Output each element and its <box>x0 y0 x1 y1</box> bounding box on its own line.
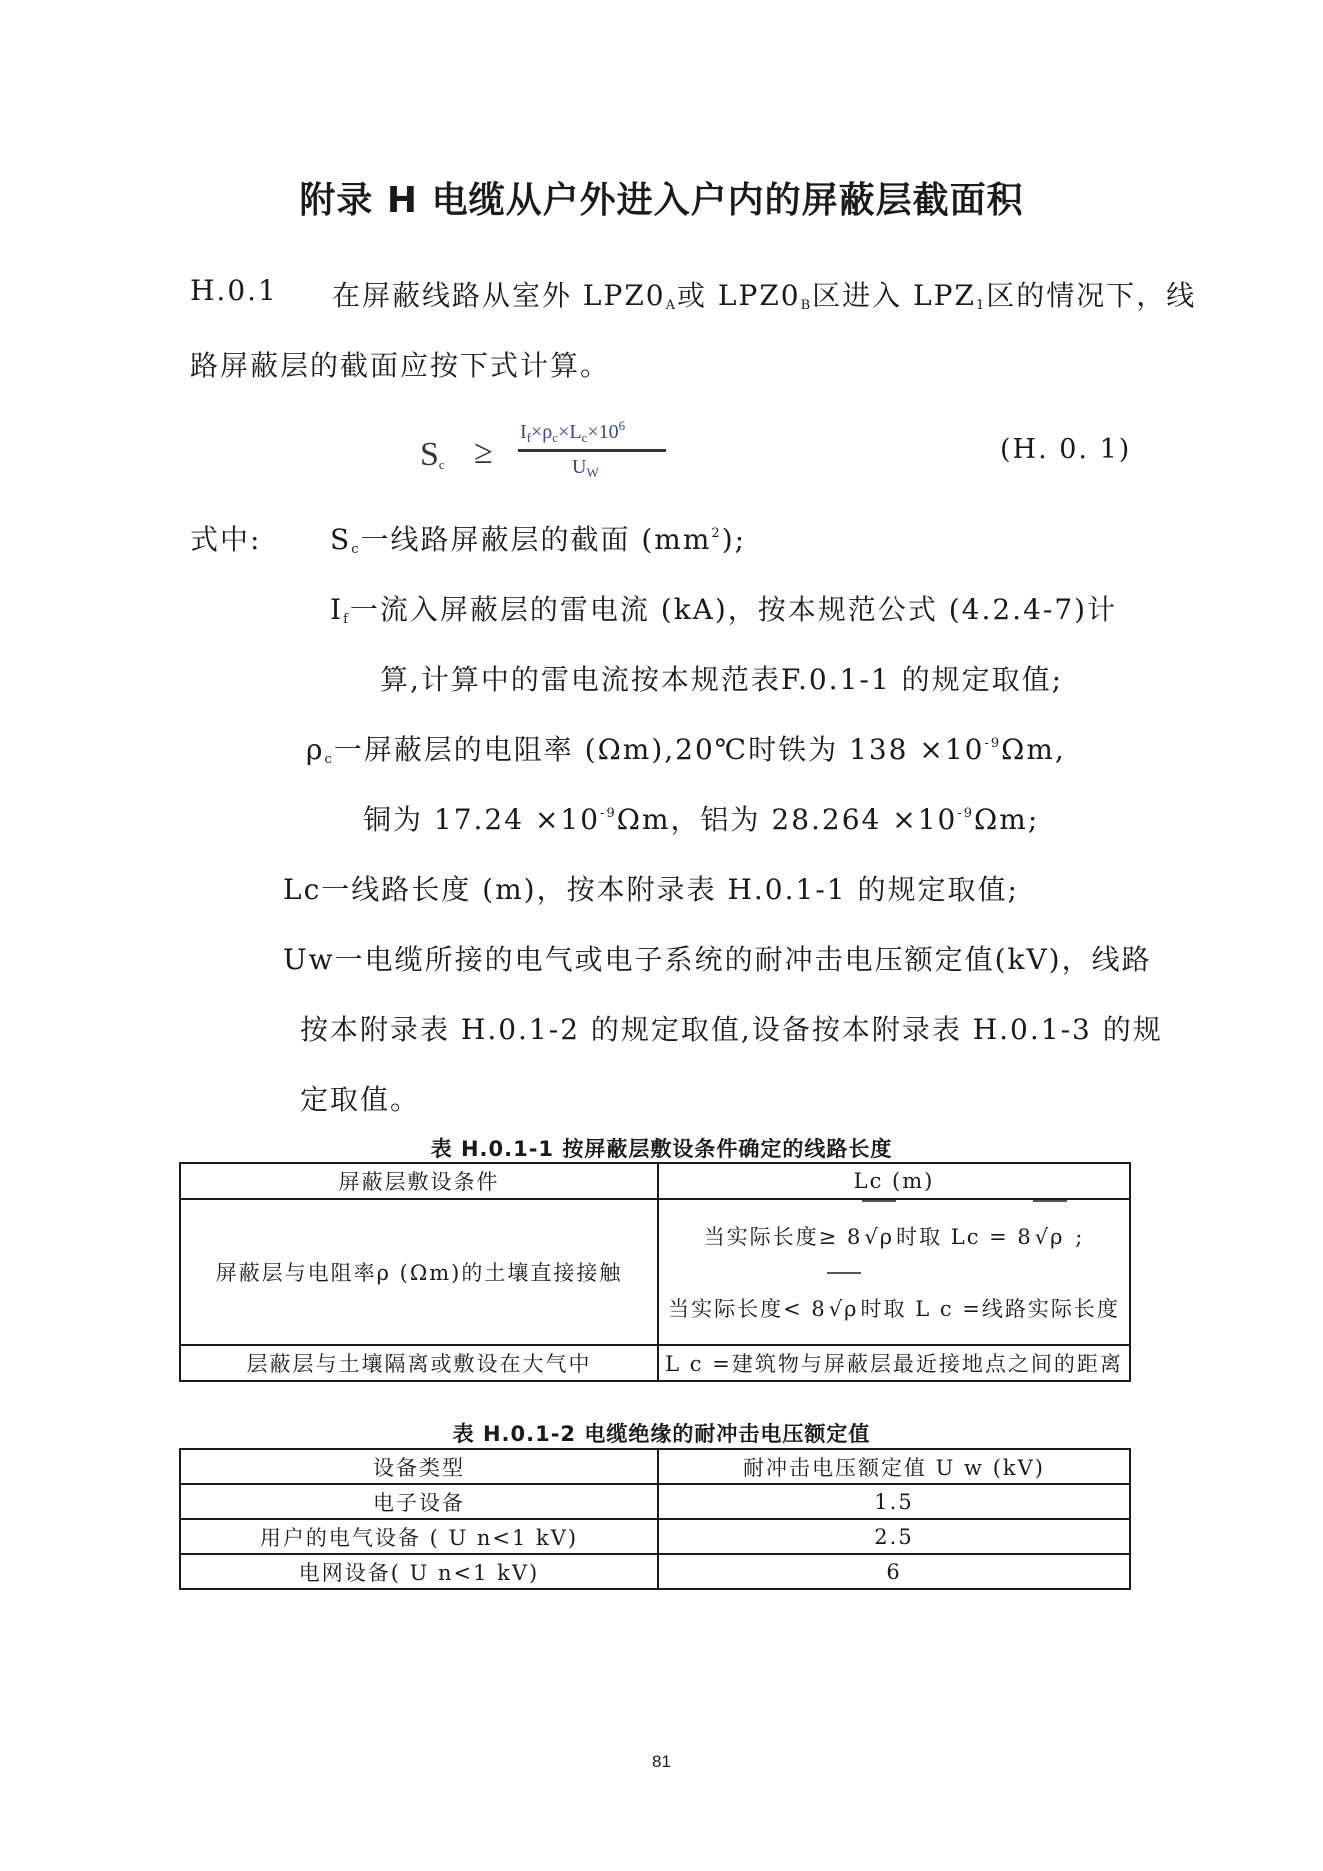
sqrt-rho: √ρ <box>827 1272 861 1344</box>
header-cell: 耐冲击电压额定值 U w (kV) <box>658 1449 1130 1484</box>
sqrt-rho: √ρ <box>862 1200 896 1272</box>
cell-condition: 屏蔽层与电阻率ρ (Ωm)的土壤直接接触 <box>180 1199 658 1345</box>
definition-sc: $S_c$一线路屏蔽层的截面 $(mm^2)$; <box>330 523 747 557</box>
definition-rho-cont: 铜为 $17.24 \times 10^{-9}\Omega m$，铝为 $28.264 \times 10^{-9}\Omega m$; <box>363 803 1040 836</box>
page-number: 81 <box>652 1752 671 1771</box>
header-cell: 设备类型 <box>180 1449 658 1484</box>
table-line-length <box>179 1162 1131 1382</box>
table2-caption: 表 H.0.1-2 电缆绝缘的耐冲击电压额定值 <box>452 1422 871 1446</box>
clause-number: H.0.1 <box>190 274 278 307</box>
subscript: A <box>665 298 677 313</box>
rule-line-ge: 当实际长度≥ 8√ρ时取 Lc = 8√ρ ; <box>659 1200 1129 1272</box>
formula-relation: ≥ <box>474 434 493 471</box>
table-row <box>180 1519 1130 1554</box>
text: 在屏蔽线路从室外 LPZ0 <box>332 279 666 312</box>
clause-text-line1 <box>332 274 1196 314</box>
equation-number: (H. 0. 1) <box>1000 434 1132 465</box>
cell-value: L c =建筑物与屏蔽层最近接地点之间的距离 <box>658 1345 1130 1381</box>
cell-condition: 层蔽层与土壤隔离或敷设在大气中 <box>180 1345 658 1381</box>
sqrt-rho: √ρ <box>1033 1200 1067 1272</box>
table-row <box>180 1484 1130 1519</box>
cell-value: 6 <box>658 1554 1130 1589</box>
cell-type: 用户的电气设备 ( U n<1 kV) <box>180 1519 658 1554</box>
definition-if: $I_f$一流入屏蔽层的雷电流 (kA)，按本规范公式 (4.2.4-7)计 <box>330 593 1118 627</box>
cell-value: 2.5 <box>658 1519 1130 1554</box>
definition-rho: $\rho_c$一屏蔽层的电阻率 (Ωm),20℃时铁为 $138 \times 10^{-9}\Omega m$, <box>306 733 1066 767</box>
header-cell: 屏蔽层敷设条件 <box>180 1163 658 1199</box>
formula-denominator: $U_W$ <box>572 456 599 480</box>
clause-text-line2: 路屏蔽层的截面应按下式计算。 <box>190 349 611 382</box>
table-impulse-voltage <box>179 1448 1131 1590</box>
definition-lc: Lc一线路长度 (m)，按本附录表 H.0.1-1 的规定取值; <box>283 873 1019 906</box>
subscript: 1 <box>975 298 987 313</box>
definition-uw-cont: 按本附录表 H.0.1-2 的规定取值,设备按本附录表 H.0.1-3 的规 <box>300 1013 1163 1046</box>
text: 或 LPZ0 <box>677 279 801 312</box>
text: 区进入 LPZ <box>812 279 976 312</box>
definition-if-cont: 算,计算中的雷电流按本规范表F.0.1-1 的规定取值; <box>380 663 1064 696</box>
cell-type: 电子设备 <box>180 1484 658 1519</box>
formula-h01 <box>420 418 680 488</box>
header-cell: Lc (m) <box>658 1163 1130 1199</box>
table-row <box>180 1554 1130 1589</box>
formula-numerator: $I_f\times\rho_c\times L_c\times 10^6$ <box>520 418 626 445</box>
table-header-row <box>180 1449 1130 1484</box>
table-row <box>180 1345 1130 1381</box>
cell-value <box>658 1199 1130 1345</box>
cell-type: 电网设备( U n<1 kV) <box>180 1554 658 1589</box>
page-title: 附录 H 电缆从户外进入户内的屏蔽层截面积 <box>299 180 1024 221</box>
definition-uw: Uw一电缆所接的电气或电子系统的耐冲击电压额定值(kV)，线路 <box>283 943 1152 976</box>
cell-value: 1.5 <box>658 1484 1130 1519</box>
fraction-bar <box>518 449 666 452</box>
subscript: B <box>800 298 813 313</box>
definition-uw-cont2: 定取值。 <box>300 1083 421 1116</box>
rule-line-lt: 当实际长度< 8√ρ时取 L c =线路实际长度 <box>659 1272 1129 1344</box>
formula-lhs: $S_c$ <box>420 436 445 473</box>
table-row <box>180 1199 1130 1345</box>
text: 区的情况下，线 <box>986 279 1197 312</box>
definitions-label: 式中: <box>190 523 262 556</box>
table-header-row <box>180 1163 1130 1199</box>
table1-caption: 表 H.0.1-1 按屏蔽层敷设条件确定的线路长度 <box>430 1137 893 1161</box>
